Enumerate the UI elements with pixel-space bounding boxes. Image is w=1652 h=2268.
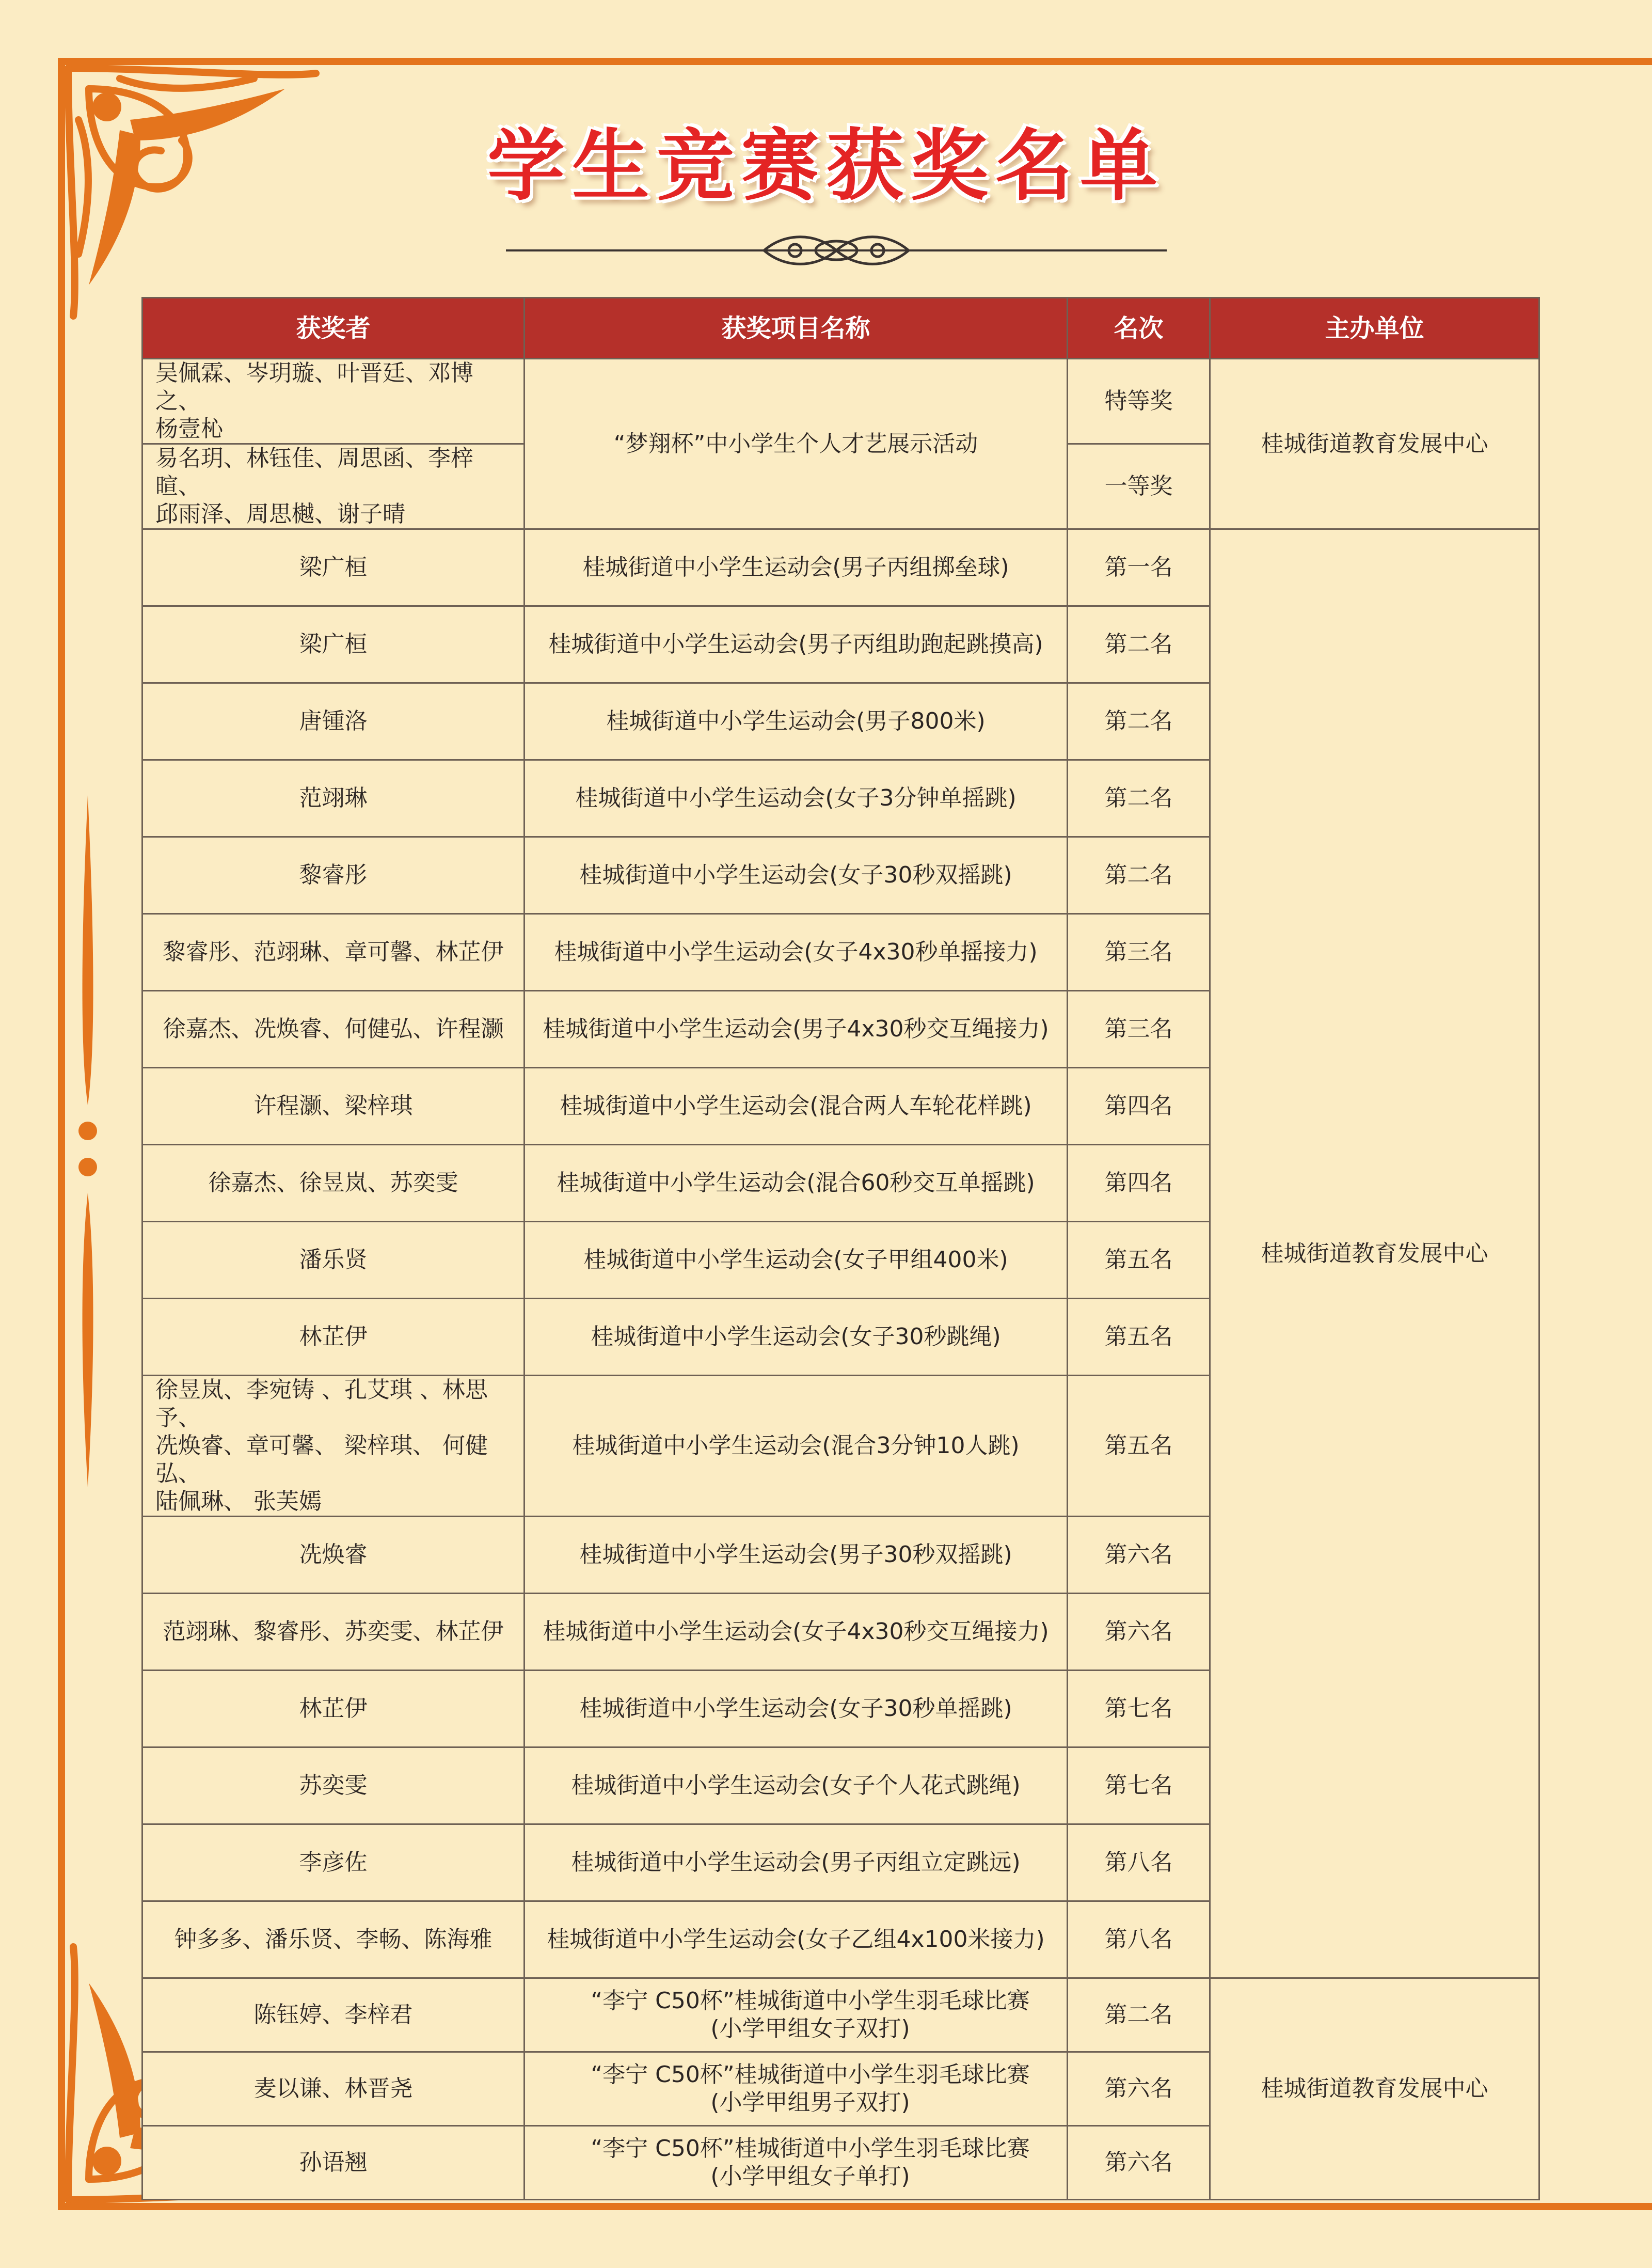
rank-cell: 特等奖 xyxy=(1068,359,1210,444)
rank-cell: 第五名 xyxy=(1068,1376,1210,1517)
winner-cell: 林芷伊 xyxy=(142,1299,525,1376)
winner-cell: 唐锺洛 xyxy=(142,683,525,760)
rank-cell: 第二名 xyxy=(1068,760,1210,837)
winner-cell: 潘乐贤 xyxy=(142,1222,525,1299)
event-cell: 桂城街道中小学生运动会(女子4x30秒单摇接力) xyxy=(525,914,1068,991)
table-header-row xyxy=(142,298,1539,359)
rank-cell: 第六名 xyxy=(1068,2052,1210,2126)
table-row xyxy=(142,529,1539,606)
page-title: 学生竞赛获奖名单 xyxy=(487,121,1165,211)
event-cell: 桂城街道中小学生运动会(女子个人花式跳绳) xyxy=(525,1747,1068,1824)
rank-cell: 第七名 xyxy=(1068,1747,1210,1824)
winner-cell: 徐嘉杰、徐昱岚、苏奕雯 xyxy=(142,1145,525,1222)
rank-cell: 第五名 xyxy=(1068,1222,1210,1299)
organizer-cell: 桂城街道教育发展中心 xyxy=(1210,1978,1539,2200)
winner-cell: 范翊琳 xyxy=(142,760,525,837)
rank-cell: 第一名 xyxy=(1068,529,1210,606)
event-cell: 桂城街道中小学生运动会(男子4x30秒交互绳接力) xyxy=(525,991,1068,1068)
rank-cell: 第六名 xyxy=(1068,1517,1210,1594)
event-cell: 桂城街道中小学生运动会(女子乙组4x100米接力) xyxy=(525,1901,1068,1978)
winner-cell: 孙语翘 xyxy=(142,2126,525,2200)
winner-cell: 冼焕睿 xyxy=(142,1517,525,1594)
winner-cell: 麦以谦、林晋尧 xyxy=(142,2052,525,2126)
rank-cell: 第八名 xyxy=(1068,1901,1210,1978)
organizer-cell: 桂城街道教育发展中心 xyxy=(1210,359,1539,529)
event-cell: 桂城街道中小学生运动会(女子甲组400米) xyxy=(525,1222,1068,1299)
event-cell: “李宁 C50杯”桂城街道中小学生羽毛球比赛 (小学甲组男子双打) xyxy=(525,2052,1068,2126)
rank-cell: 第八名 xyxy=(1068,1824,1210,1901)
event-cell: 桂城街道中小学生运动会(女子30秒跳绳) xyxy=(525,1299,1068,1376)
event-cell: 桂城街道中小学生运动会(混合3分钟10人跳) xyxy=(525,1376,1068,1517)
winner-cell: 苏奕雯 xyxy=(142,1747,525,1824)
rank-cell: 第四名 xyxy=(1068,1145,1210,1222)
rank-cell: 第五名 xyxy=(1068,1299,1210,1376)
event-cell: “李宁 C50杯”桂城街道中小学生羽毛球比赛 (小学甲组女子双打) xyxy=(525,1978,1068,2052)
rank-cell: 第三名 xyxy=(1068,991,1210,1068)
winner-cell: 梁广桓 xyxy=(142,606,525,683)
winner-cell: 梁广桓 xyxy=(142,529,525,606)
winner-cell: 徐昱岚、李宛铸 、孔艾琪 、林思予、 冼焕睿、章可馨、 梁梓琪、 何健弘、 陆佩琳、 张芙嫣 xyxy=(142,1376,525,1517)
header-event: 获奖项目名称 xyxy=(525,298,1068,359)
organizer-cell: 桂城街道教育发展中心 xyxy=(1210,529,1539,1978)
rank-cell: 第二名 xyxy=(1068,683,1210,760)
rank-cell: 一等奖 xyxy=(1068,444,1210,529)
event-cell: 桂城街道中小学生运动会(男子30秒双摇跳) xyxy=(525,1517,1068,1594)
winner-cell: 徐嘉杰、冼焕睿、何健弘、许程灏 xyxy=(142,991,525,1068)
event-cell: 桂城街道中小学生运动会(混合60秒交互单摇跳) xyxy=(525,1145,1068,1222)
event-cell: 桂城街道中小学生运动会(女子30秒双摇跳) xyxy=(525,837,1068,914)
winner-cell: 钟多多、潘乐贤、李畅、陈海雅 xyxy=(142,1901,525,1978)
winner-cell: 陈钰婷、李梓君 xyxy=(142,1978,525,2052)
event-cell: 桂城街道中小学生运动会(男子丙组助跑起跳摸高) xyxy=(525,606,1068,683)
event-cell: 桂城街道中小学生运动会(男子800米) xyxy=(525,683,1068,760)
header-organizer: 主办单位 xyxy=(1210,298,1539,359)
header-winners: 获奖者 xyxy=(142,298,525,359)
rank-cell: 第二名 xyxy=(1068,606,1210,683)
side-ornament-icon xyxy=(72,795,103,1487)
winner-cell: 林芷伊 xyxy=(142,1671,525,1747)
winner-cell: 许程灏、梁梓琪 xyxy=(142,1068,525,1145)
table-body xyxy=(142,359,1539,2200)
frame-left-border xyxy=(58,58,65,2206)
winner-cell: 黎睿彤 xyxy=(142,837,525,914)
event-cell: “梦翔杯”中小学生个人才艺展示活动 xyxy=(525,359,1068,529)
title-divider-ornament-icon xyxy=(506,227,1167,274)
winner-cell: 李彦佐 xyxy=(142,1824,525,1901)
rank-cell: 第六名 xyxy=(1068,1594,1210,1671)
event-cell: 桂城街道中小学生运动会(女子3分钟单摇跳) xyxy=(525,760,1068,837)
table-row xyxy=(142,1978,1539,2052)
rank-cell: 第七名 xyxy=(1068,1671,1210,1747)
rank-cell: 第三名 xyxy=(1068,914,1210,991)
rank-cell: 第六名 xyxy=(1068,2126,1210,2200)
event-cell: “李宁 C50杯”桂城街道中小学生羽毛球比赛 (小学甲组女子单打) xyxy=(525,2126,1068,2200)
event-cell: 桂城街道中小学生运动会(男子丙组立定跳远) xyxy=(525,1824,1068,1901)
event-cell: 桂城街道中小学生运动会(男子丙组掷垒球) xyxy=(525,529,1068,606)
winner-cell: 黎睿彤、范翊琳、章可馨、林芷伊 xyxy=(142,914,525,991)
rank-cell: 第二名 xyxy=(1068,1978,1210,2052)
rank-cell: 第四名 xyxy=(1068,1068,1210,1145)
rank-cell: 第二名 xyxy=(1068,837,1210,914)
awards-table xyxy=(141,297,1540,2200)
header-rank: 名次 xyxy=(1068,298,1210,359)
event-cell: 桂城街道中小学生运动会(女子4x30秒交互绳接力) xyxy=(525,1594,1068,1671)
event-cell: 桂城街道中小学生运动会(女子30秒单摇跳) xyxy=(525,1671,1068,1747)
winner-cell: 易名玥、林钰佳、周思函、李梓暄、 邱雨泽、周思樾、谢子晴 xyxy=(142,444,525,529)
winner-cell: 吴佩霖、岑玥璇、叶晋廷、邓博之、 杨壹杺 xyxy=(142,359,525,444)
winner-cell: 范翊琳、黎睿彤、苏奕雯、林芷伊 xyxy=(142,1594,525,1671)
event-cell: 桂城街道中小学生运动会(混合两人车轮花样跳) xyxy=(525,1068,1068,1145)
table-row xyxy=(142,359,1539,444)
